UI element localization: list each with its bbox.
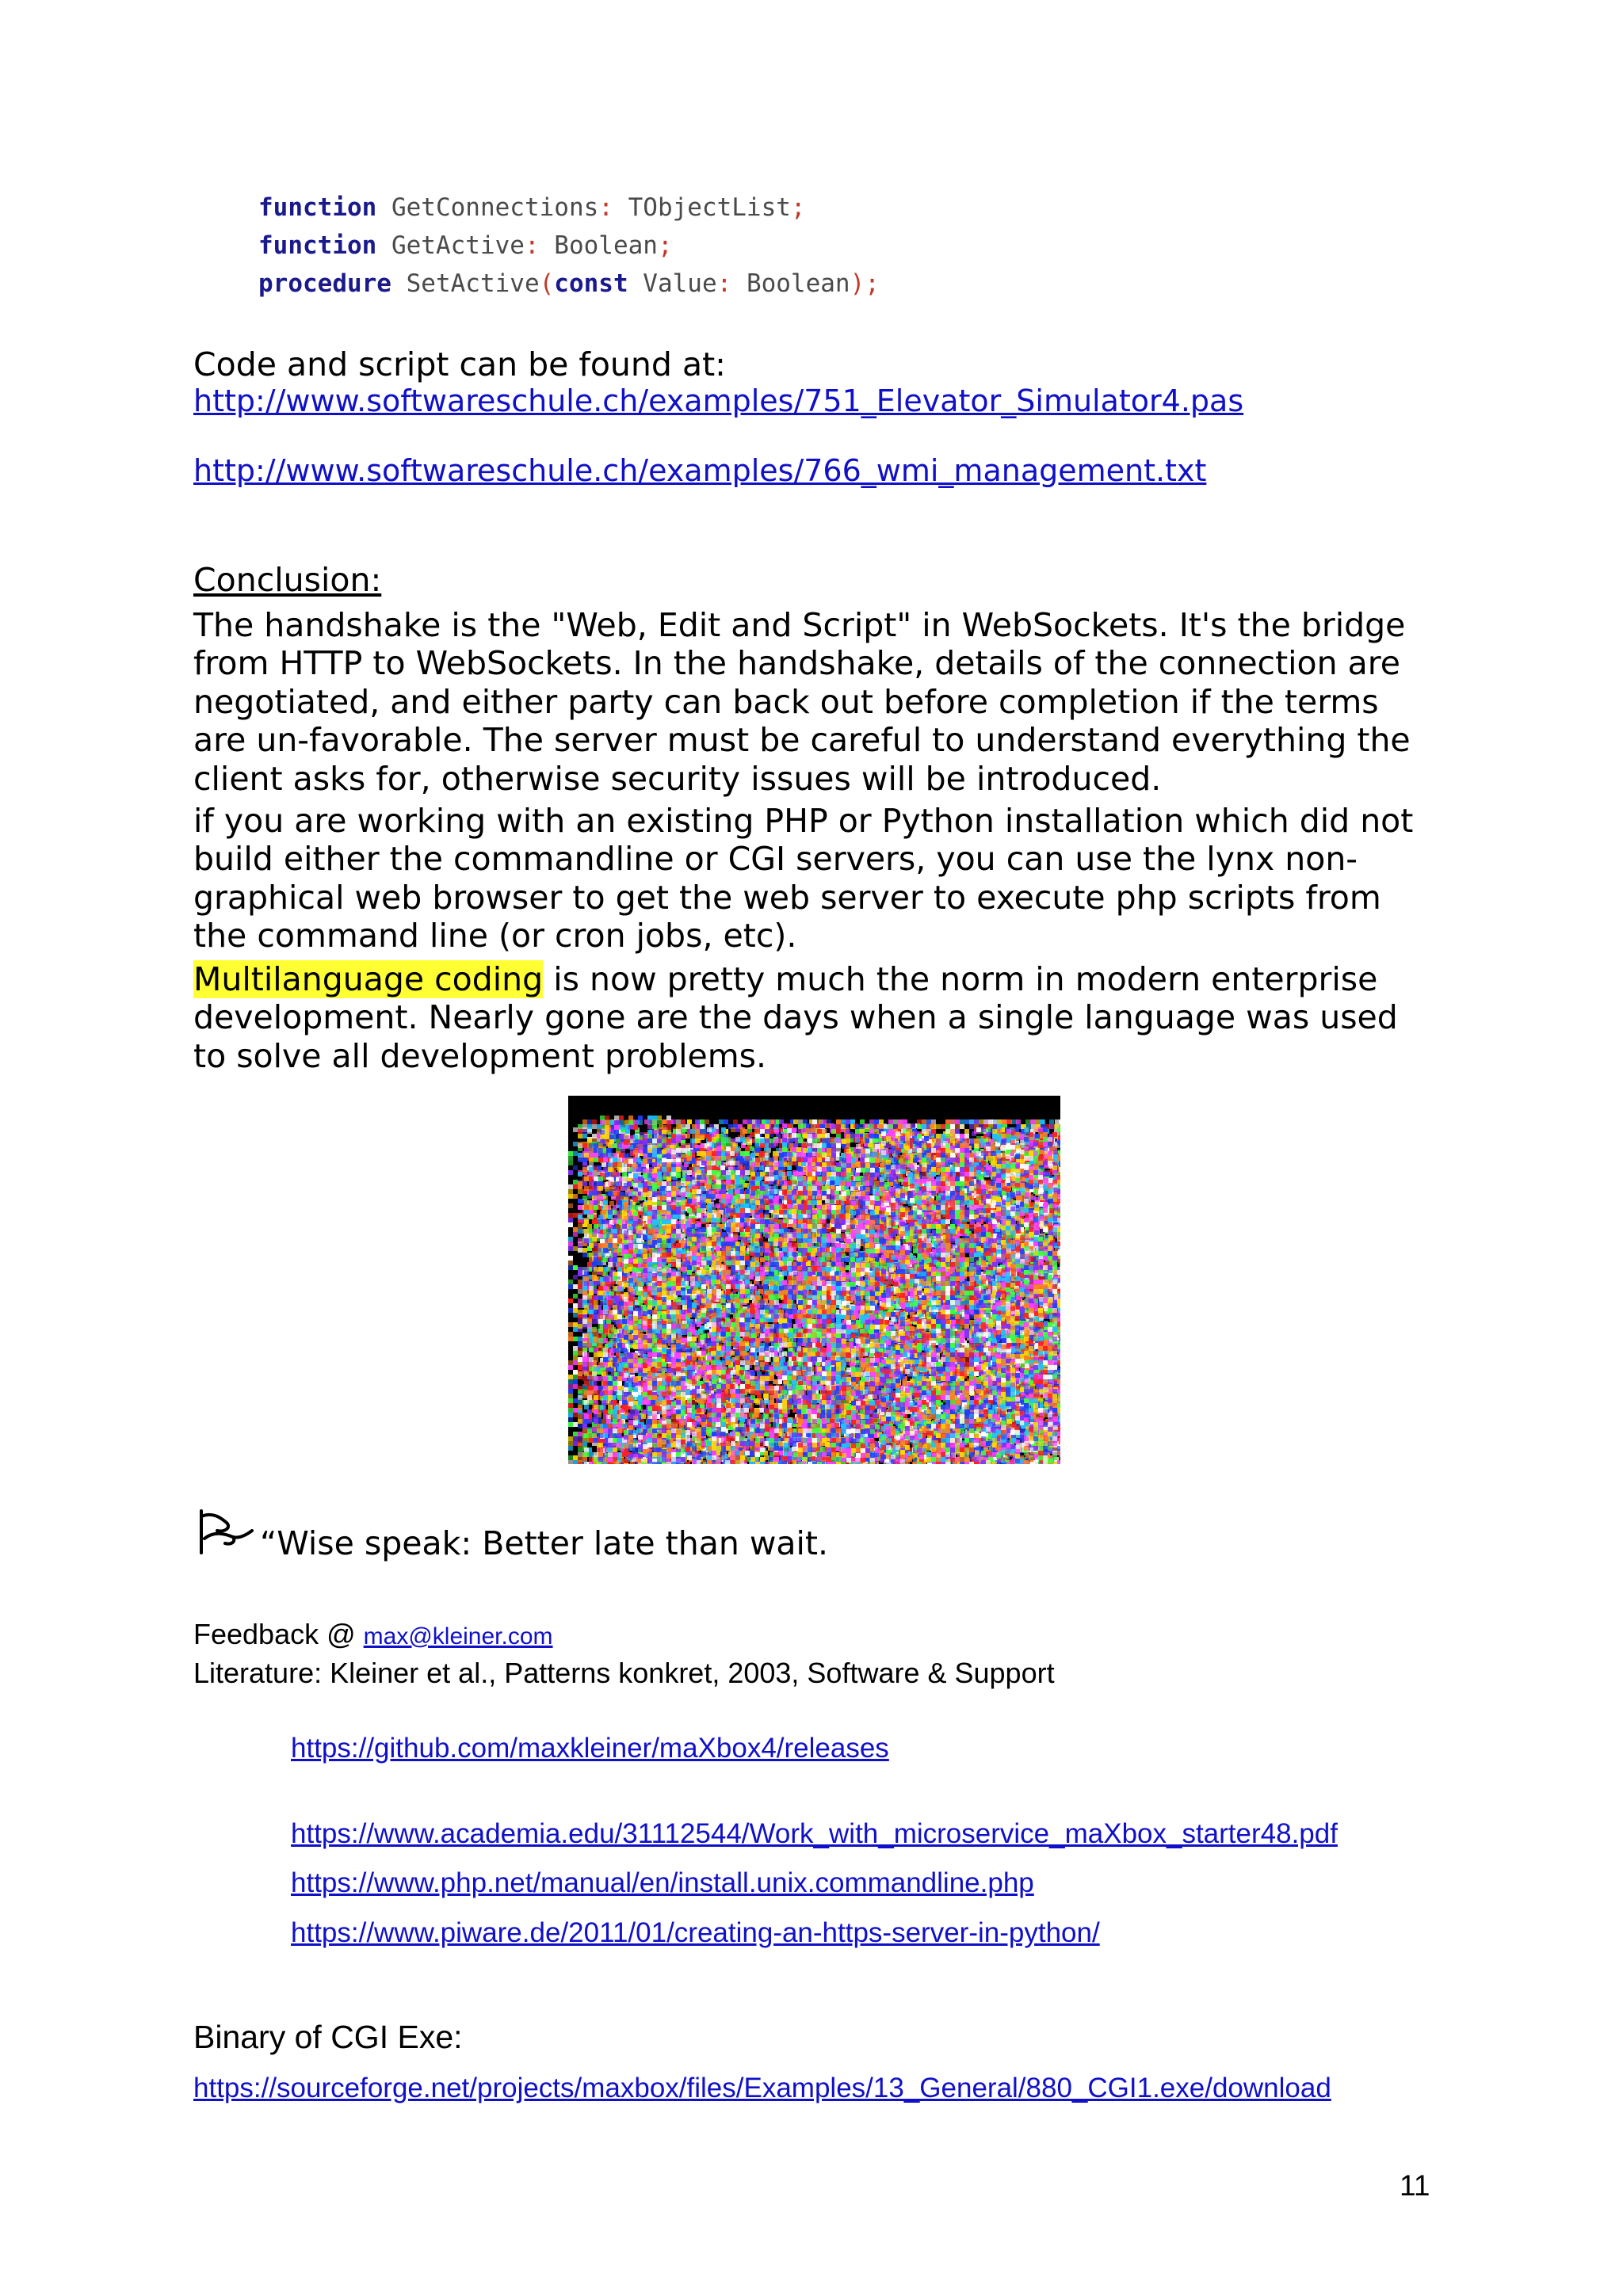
text-line: development. Nearly gone are the days when a single language was used: [193, 998, 1493, 1036]
code-identifier: GetConnections: [376, 193, 598, 222]
code-punct: :: [525, 231, 540, 260]
text-run: is now pretty much the norm in modern enterprise: [543, 960, 1377, 998]
code-line: [258, 231, 673, 260]
text-line: graphical web browser to get the web server to execute php scripts from: [193, 879, 1493, 917]
text-line: negotiated, and either party can back out before completion if the terms: [193, 683, 1493, 721]
code-type: Boolean: [540, 231, 658, 260]
code-punct: ;: [658, 231, 673, 260]
code-punct: :: [598, 193, 613, 222]
conclusion-paragraph-1: [193, 606, 1493, 798]
code-punct: ;: [791, 193, 806, 222]
text-line: if you are working with an existing PHP or Python installation which did not: [193, 802, 1493, 840]
php-manual-link[interactable]: https://www.php.net/manual/en/install.unix.commandline.php: [291, 1867, 1034, 1899]
code-keyword: function: [258, 231, 376, 260]
text-line: [193, 960, 1493, 998]
code-keyword: function: [258, 193, 376, 222]
code-punct: (: [540, 269, 555, 298]
text-line: the command line (or cron jobs, etc).: [193, 917, 1493, 955]
conclusion-heading: Conclusion:: [193, 561, 381, 599]
page-number: 11: [1400, 2169, 1430, 2203]
found-label: Code and script can be found at:: [193, 345, 726, 383]
text-line: from HTTP to WebSockets. In the handshake, details of the connection are: [193, 644, 1493, 682]
wmi-management-link[interactable]: http://www.softwareschule.ch/examples/766_wmi_management.txt: [193, 453, 1206, 488]
text-line: client asks for, otherwise security issues will be introduced.: [193, 760, 1493, 798]
feedback-line: [193, 1618, 553, 1651]
hand-pointer-icon: [193, 1507, 257, 1554]
literature-line: Literature: Kleiner et al., Patterns konkret, 2003, Software & Support: [193, 1657, 1055, 1690]
text-line: to solve all development problems.: [193, 1037, 1493, 1075]
code-identifier: SetActive: [391, 269, 540, 298]
city-skyline-image: [568, 1096, 1060, 1464]
elevator-simulator-link[interactable]: http://www.softwareschule.ch/examples/751_Elevator_Simulator4.pas: [193, 383, 1243, 418]
email-link[interactable]: max@kleiner.com: [364, 1623, 553, 1650]
academia-link[interactable]: https://www.academia.edu/31112544/Work_with_microservice_maXbox_starter48.pdf: [291, 1818, 1338, 1850]
code-line: [258, 193, 806, 222]
code-identifier: GetActive: [376, 231, 525, 260]
sourceforge-download-link[interactable]: https://sourceforge.net/projects/maxbox/files/Examples/13_General/880_CGI1.exe/download: [193, 2073, 1331, 2104]
code-identifier: Value: [628, 269, 717, 298]
code-punct: ): [850, 269, 865, 298]
conclusion-paragraph-3: [193, 960, 1493, 1075]
binary-label: Binary of CGI Exe:: [193, 2019, 463, 2056]
code-keyword: const: [554, 269, 628, 298]
highlighted-phrase: Multilanguage coding: [193, 960, 543, 998]
feedback-label: Feedback @: [193, 1618, 364, 1650]
text-line: build either the commandline or CGI servers, you can use the lynx non-: [193, 840, 1493, 878]
text-line: are un-favorable. The server must be careful to understand everything the: [193, 721, 1493, 759]
piware-link[interactable]: https://www.piware.de/2011/01/creating-an-https-server-in-python/: [291, 1917, 1100, 1949]
code-punct: ;: [865, 269, 880, 298]
code-keyword: procedure: [258, 269, 391, 298]
code-line: [258, 269, 880, 298]
code-punct: :: [717, 269, 732, 298]
conclusion-paragraph-2: [193, 802, 1493, 955]
quote-text: “Wise speak: Better late than wait.: [260, 1524, 828, 1562]
code-type: Boolean: [731, 269, 850, 298]
github-releases-link[interactable]: https://github.com/maxkleiner/maXbox4/releases: [291, 1733, 889, 1764]
text-line: The handshake is the "Web, Edit and Script" in WebSockets. It's the bridge: [193, 606, 1493, 644]
code-type: TObjectList: [613, 193, 791, 222]
